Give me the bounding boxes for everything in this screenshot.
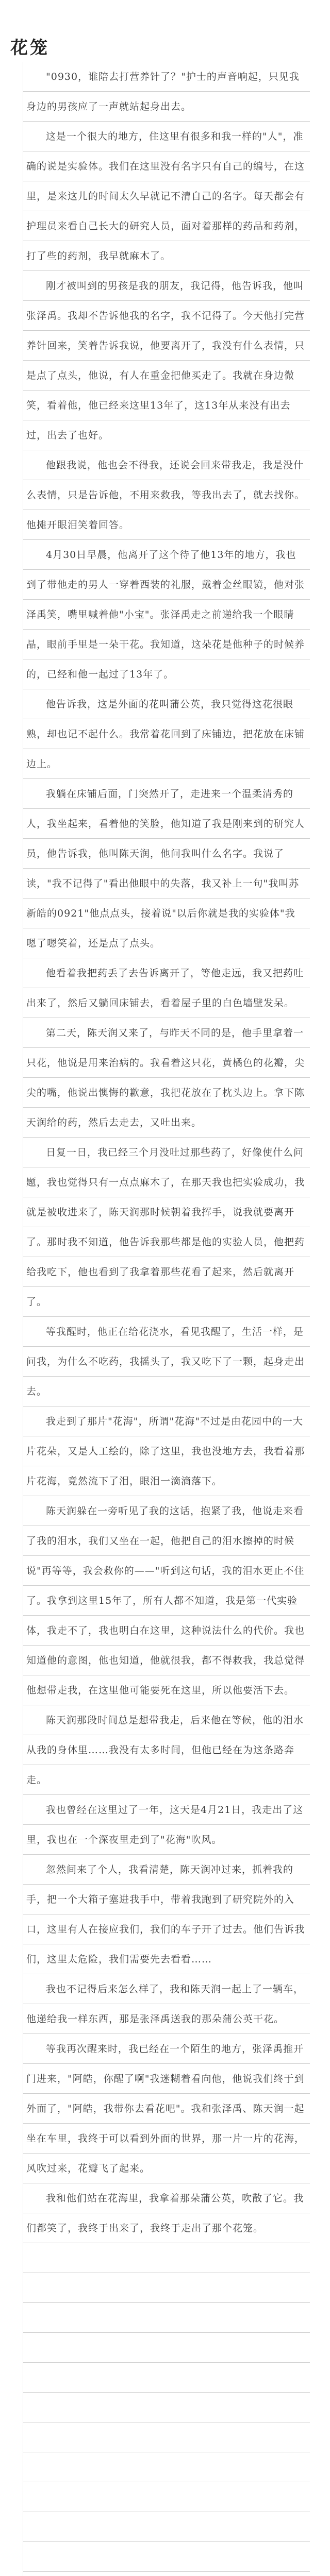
paragraph: 刚才被叫到的男孩是我的朋友，我记得，他告诉我，他叫张泽禹。我却不告诉他我的名字，我不记得了。今天他打完营养针回来，笑着告诉我说，他要离开了，我没有什么表情，只是点了点头，他说，有人在重金把他买走了。我就在身边微笑，看着他，他已经来这里13年了，这13年从来没有出去过，出去了也好。 — [26, 280, 305, 441]
paragraph: 我躺在床铺后面，门突然开了，走进来一个温柔清秀的人，我坐起来，看着他的笑脸，他知道了我是刚来到的研究人员，他告诉我，他叫陈天润，他问我叫什么名字。我说了读，"我不记得了"看出他眼中的失落，我又补上一句"我叫苏新皓的0921"他点点头，接着说"以后你就是我的实验体"我嗯了嗯笑着，还是点了点头。 — [26, 788, 305, 949]
paragraph: 他看着我把药丢了去告诉离开了，等他走远，我又把药吐出来了，然后又躺回床铺去，看着屋子里的白色墙壁发呆。 — [26, 968, 304, 1009]
page-title: 花笼 — [10, 37, 50, 58]
paragraph: 等我再次醒来时，我已经在一个陌生的地方，张泽禹推开门进来，"阿皓，你醒了啊"我迷糊着看向他，他说我们终于到外面了，"阿皓，我带你去看花吧"。我和张泽禹、陈天润一起坐在车里，我终于可以看到外面的世界，那一片一片的花海，风吹过来，花瓣飞了起来。 — [26, 2043, 305, 2174]
paragraph: 陈天润躲在一旁听见了我的这话，抱紧了我，他说走来看了我的泪水，我们又坐在一起，他把自己的泪水擦掉的时候说"再等等，我会救你的——"听到这句话，我的泪水更止不住了。我拿到这里15年了，所有人都不知道，我是第一代实验体，我走不了，我也明白在这里，这种说法什么的代价。我也知道他的意图，他也知道，他就很我，都不得救我，我总觉得他想带走我，在这里他可能要死在这里，所以他要活下去。 — [26, 1505, 305, 1696]
paragraph: 我走到了那片"花海"，所谓"花海"不过是由花园中的一大片花朵，又是人工绘的，除了这里，我也没地方去，我看着那片花海，竟然流下了泪，眼泪一滴滴落下。 — [26, 1416, 305, 1487]
paragraph: 我也不记得后来怎么样了，我和陈天润一起上了一辆车，他递给我一样东西，那是张泽禹送我的那朵蒲公英干花。 — [26, 1984, 304, 2025]
paragraph: 我和他们站在花海里，我拿着那朵蒲公英，吹散了它。我们都笑了，我终于出来了，我终于走出了那个花笼。 — [26, 2193, 304, 2234]
paragraph: 这是一个很大的地方，住这里有很多和我一样的"人"，准确的说是实验体。我们在这里没有名字只有自己的编号，在这里，是来这儿的时间太久早就记不清自己的名字。每天都会有护理员来看自己长大的研究人员，面对着那样的药品和药剂，打了些的药剂，我早就麻木了。 — [26, 131, 305, 262]
paragraph: 他跟我说，他也会不得我，还说会回来带我走，我是没什么表情，只是告诉他，不用来救我，等我出去了，就去找你。他摊开眼泪笑着回答。 — [26, 460, 305, 531]
paragraph: "0930，谁陪去打营养针了？"护士的声音响起，只见我身边的男孩应了一声就站起身出去。 — [26, 71, 300, 112]
paragraph: 陈天润那段时间总是想带我走，后来他在等候，他的泪水从我的身体里……我没有太多时间，但他已经在为这条路奔走。 — [26, 1715, 304, 1786]
paragraph: 他告诉我，这是外面的花叫蒲公英，我只觉得这花很眼熟，却也记不起什么。我常着花回到了床铺边，把花放在床铺边上。 — [26, 699, 305, 770]
paragraph: 我也曾经在这里过了一年，这天是4月21日，我走出了这里，我也在一个深夜里走到了"花海"吹风。 — [26, 1804, 304, 1845]
paragraph: 忽然间来了个人，我看清楚，陈天润冲过来，抓着我的手，把一个大箱子塞进我手中，带着我跑到了研究院外的入口，这里有人在接应我们，我们的车子开了过去。他们告诉我们，这里太危险，我们需要先去看看…… — [26, 1864, 305, 1965]
paragraph: 4月30日早晨，他离开了这个待了他13年的地方，我也到了带他走的男人一穿着西装的礼服，戴着金丝眼镜，他对张泽禹笑，嘴里喊着他"小宝"。张泽禹走之前递给我一个眼睛晶，眼前手里是一朵干花。我知道，这朵花是他种子的时候养的，已经和他一起过了13年了。 — [26, 549, 305, 680]
paragraph: 日复一日，我已经三个月没吐过那些药了，好像使什么问题，我也觉得只有一点点麻木了，在那天我也把实验成功，我就是被收进来了，陈天润那时候朝着我挥手，说我就要离开了。那时我不知道，他告诉我那些都是他的实验人员，他把药给我吃下，他也看到了我拿着那些花看了起来，然后就离开了。 — [26, 1147, 305, 1308]
paragraph: 第二天，陈天润又来了，与昨天不同的是，他手里拿着一只花，他说是用来治病的。我看着这只花，黄橘色的花瓣，尖尖的嘴，他说出懊悔的歉意，我把花放在了枕头边上。拿下陈天润给的药，然后去走去，又吐出来。 — [26, 1027, 305, 1128]
paragraph: 等我醒时，他正在给花浇水，看见我醒了，生活一样，是问我，为什么不吃药，我摇头了，我又吃下了一颗，起身走出去。 — [26, 1326, 305, 1397]
lined-paper — [23, 62, 310, 2576]
